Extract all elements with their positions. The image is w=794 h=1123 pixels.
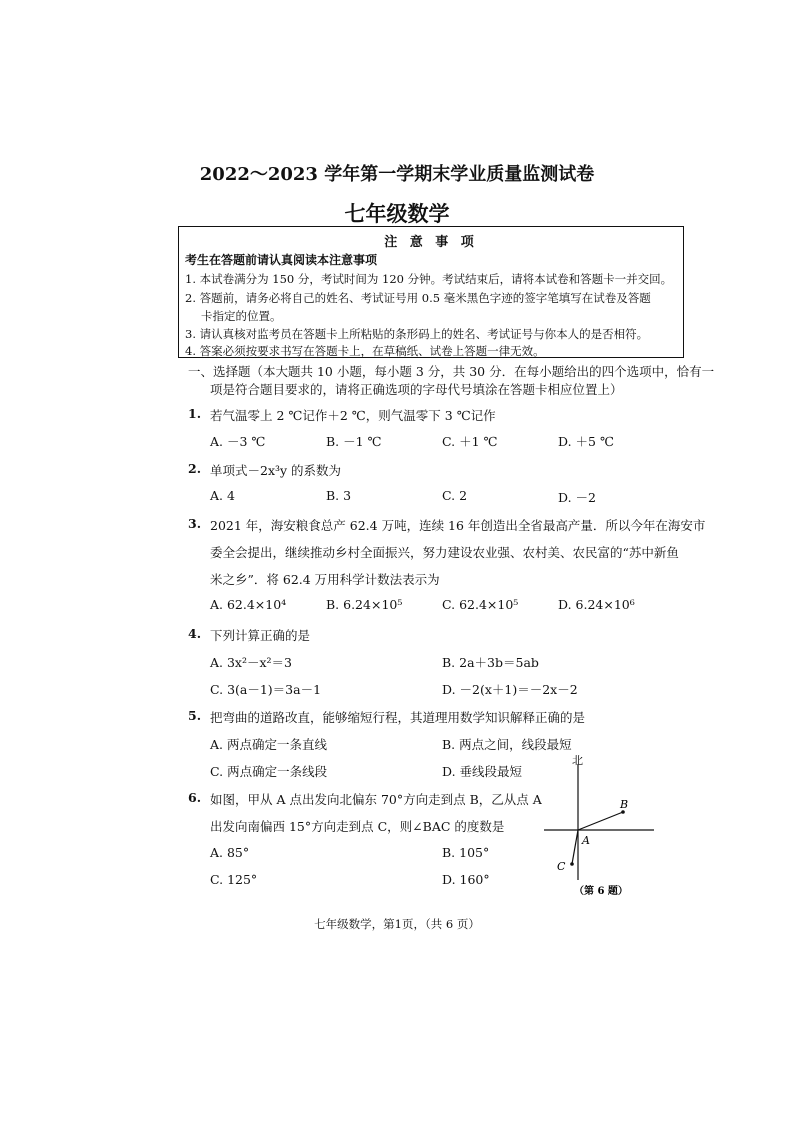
q1-option-d: D. ＋5 ℃ — [558, 434, 614, 449]
q5-number: 5. — [188, 708, 202, 723]
figure-ray-ac — [572, 830, 578, 864]
q5-option-a: A. 两点确定一条直线 — [210, 737, 327, 752]
q1-number: 1. — [188, 406, 202, 421]
q6-number: 6. — [188, 790, 202, 805]
q5-text: 把弯曲的道路改直，能够缩短行程，其道理用数学知识解释正确的是 — [210, 710, 586, 725]
q6-option-d: D. 160° — [442, 872, 490, 887]
notice-item-2-cont: 卡指定的位置。 — [201, 309, 282, 323]
q1-option-c: C. ＋1 ℃ — [442, 434, 498, 449]
q3-number: 3. — [188, 516, 202, 531]
q5-option-b: B. 两点之间，线段最短 — [442, 737, 572, 752]
q4-option-b: B. 2a＋3b＝5ab — [442, 655, 539, 670]
q3-option-c: C. 62.4×10⁵ — [442, 597, 519, 612]
q2-option-c: C. 2 — [442, 488, 468, 503]
q3-text-line1: 2021 年，海安粮食总产 62.4 万吨，连续 16 年创造出全省最高产量．所以今年在海安市 — [210, 518, 706, 533]
figure-ray-ab — [578, 812, 623, 830]
q6-option-c: C. 125° — [210, 872, 258, 887]
notice-title: 注 意 事 项 — [384, 235, 478, 250]
q6-text-line1: 如图，甲从 A 点出发向北偏东 70°方向走到点 B，乙从点 A — [210, 792, 542, 807]
q4-text: 下列计算正确的是 — [210, 628, 311, 643]
q3-option-b: B. 6.24×10⁵ — [326, 597, 403, 612]
q1-option-a: A. －3 ℃ — [210, 434, 266, 449]
exam-title: 2022～2023 学年第一学期末学业质量监测试卷 — [199, 164, 595, 185]
q6-text-line2: 出发向南偏西 15°方向走到点 C，则∠BAC 的度数是 — [210, 819, 505, 834]
q2-option-a: A. 4 — [210, 488, 235, 503]
section-instructions-line1: 一、选择题（本大题共 10 小题，每小题 3 分，共 30 分．在每小题给出的四个选项中，恰有一 — [188, 364, 715, 379]
q4-option-c: C. 3(a－1)＝3a－1 — [210, 682, 322, 697]
notice-item-3: 3. 请认真核对监考员在答题卡上所粘贴的条形码上的姓名、考试证号与你本人的是否相符。 — [185, 327, 649, 341]
q3-option-d: D. 6.24×10⁶ — [558, 597, 635, 612]
page-footer: 七年级数学，第1页，（共 6 页） — [314, 917, 480, 931]
q2-number: 2. — [188, 461, 202, 476]
figure-north-label: 北 — [572, 754, 583, 767]
q3-text-line3: 米之乡”．将 62.4 万用科学计数法表示为 — [210, 572, 440, 587]
figure-caption: （第 6 题） — [574, 886, 628, 897]
q2-text: 单项式－2x³y 的系数为 — [210, 463, 342, 478]
figure-label-a: A — [582, 834, 590, 847]
q2-option-b: B. 3 — [326, 488, 352, 503]
q3-option-a: A. 62.4×10⁴ — [210, 597, 287, 612]
q4-number: 4. — [188, 626, 202, 641]
q6-figure — [540, 752, 660, 900]
figure-label-c: C — [557, 860, 566, 873]
q1-option-b: B. －1 ℃ — [326, 434, 382, 449]
q3-text-line2: 委全会提出，继续推动乡村全面振兴，努力建设农业强、农村美、农民富的“苏中新鱼 — [210, 545, 679, 560]
figure-point-c — [570, 862, 574, 866]
q6-option-a: A. 85° — [210, 845, 250, 860]
notice-item-1: 1. 本试卷满分为 150 分，考试时间为 120 分钟。考试结束后，请将本试卷和答题卡一并交回。 — [185, 272, 673, 286]
q1-text: 若气温零上 2 ℃记作＋2 ℃，则气温零下 3 ℃记作 — [210, 408, 496, 423]
q5-option-d: D. 垂线段最短 — [442, 764, 523, 779]
q4-option-a: A. 3x²－x²＝3 — [210, 655, 293, 670]
q5-option-c: C. 两点确定一条线段 — [210, 764, 328, 779]
q4-option-d: D. －2(x＋1)＝－2x－2 — [442, 682, 578, 697]
notice-item-2: 2. 答题前，请务必将自己的姓名、考试证号用 0.5 毫米黑色字迹的签字笔填写在试卷及答题 — [185, 291, 651, 305]
notice-item-4: 4. 答案必须按要求书写在答题卡上，在草稿纸、试卷上答题一律无效。 — [185, 344, 545, 358]
section-instructions-line2: 项是符合题目要求的，请将正确选项的字母代号填涂在答题卡相应位置上） — [210, 382, 623, 397]
q6-option-b: B. 105° — [442, 845, 490, 860]
figure-label-b: B — [620, 798, 629, 811]
q2-option-d: D. －2 — [558, 490, 596, 505]
exam-subtitle: 七年级数学 — [344, 201, 450, 226]
notice-subheading: 考生在答题前请认真阅读本注意事项 — [185, 253, 378, 267]
notice-box — [178, 226, 684, 358]
